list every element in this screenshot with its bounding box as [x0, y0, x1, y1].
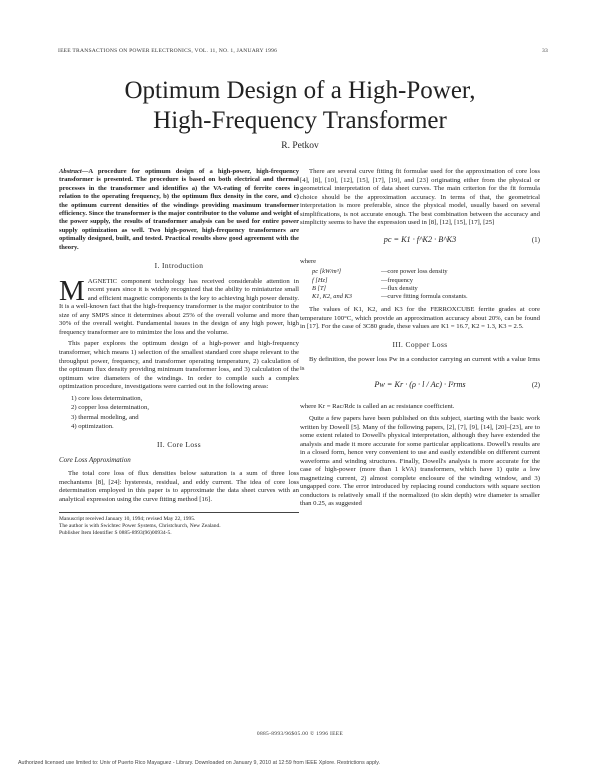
symbol: K1, K2, and K3 [312, 292, 352, 300]
equation-1 [300, 236, 540, 249]
abstract-text: A procedure for optimum design of a high-power, high-frequency transformer is presented. The procedure is based on both electrical and thermal processes in the transformer and identifies a) the VA-rating of ferrite cores in relation to the operating frequency, b) the optimum flux density in the core, and c) the optimum current densities of the windings providing maximum transformer efficiency. Since the transformer is the major contributor to the volume and weight of the power supply, the results of transformer analysis can be used for entire power supply optimization as well. Two high-power, high-frequency transformers are optimally designed, built, and tested. Practical results show good agreement with the theory. [59, 168, 299, 251]
abstract-label: Abstract— [59, 168, 89, 175]
running-head [58, 48, 548, 54]
symbol-description: —curve fitting formula constants. [381, 292, 468, 300]
issn-copyright-line: 0885-8993/96$05.00 © 1996 IEEE [256, 731, 344, 737]
subsection-heading-core-loss-approximation: Core Loss Approximation [59, 456, 131, 465]
footnote-received: Manuscript received January 10, 1994; revised May 22, 1995. [59, 516, 196, 523]
intro-paragraph-2: This paper explores the optimum design of a high-power and high-frequency transformer, which means 1) selection of the smallest standard core shape relevant to the throughput power, frequency, and transformer operating temperature, 2) calculation of the optimum flux density providing minimum transformer loss, and 3) calculation of the optimum wire diameters of the windings. In order to compile such a complex optimization procedure, investigations were carried out in the following areas: [59, 340, 299, 391]
table-row [312, 268, 473, 276]
symbol-definitions [312, 268, 473, 301]
running-head-journal: IEEE TRANSACTIONS ON POWER ELECTRONICS, VOL. 11, NO. 1, JANUARY 1996 [58, 48, 278, 54]
investigation-list [71, 395, 299, 432]
core-loss-paragraph-1: The total core loss of flux densities below saturation is a sum of three loss mechanisms [8], [24]: hysteresis, residual, and eddy current. The idea of core loss determination employed in this paper is to approximate the data sheet curves with an analytical expression using the curve fitting method [16]. [59, 470, 299, 503]
symbol-description: —frequency [381, 276, 413, 284]
drop-cap: M [59, 274, 85, 307]
left-column [59, 168, 299, 537]
equation-1-number: (1) [531, 235, 540, 244]
footnote [59, 512, 299, 537]
license-notice: Authorized licensed use limited to: Univ of Puerto Rico Mayaguez - Library. Downloaded on January 9, 2010 at 12:59 from IEEE Xplore. Restrictions apply. [18, 760, 380, 766]
equation-2-number: (2) [531, 381, 540, 390]
equation-2 [300, 381, 540, 394]
symbol-description: —flux density [381, 284, 418, 292]
paper-title [0, 76, 600, 136]
footnote-affiliation: The author is with Swichtec Power Systems, Christchurch, New Zealand. [59, 523, 221, 530]
title-line-1: Optimum Design of a High-Power, [124, 77, 476, 104]
curve-fit-paragraph: There are several curve fitting fit formulae used for the approximation of core loss [4], [8], [10], [12], [15], [17], [19], and [23] originating either from the physical or geometrical interpretation of data sheet curves. The main criterion for the fit formula choice should be the approximation accuracy. In terms of that, the geometrical interpretation is more preferable, since the physical model, usually based on several simplifications, is not accurate enough. The best combination between the accuracy and simplicity seems to have the expression used in [8], [12], [15], [17], [25] [300, 168, 540, 227]
list-item: 2) copper loss determination, [71, 404, 150, 412]
abstract [59, 168, 299, 252]
symbol-description: —core power loss density [381, 268, 448, 276]
copper-loss-paragraph-3: Quite a few papers have been published on this subject, starting with the basic work written by Dowell [5]. Many of the following papers, [2], [7], [9], [14], [20]–[23], are to some extent related to Dowell's physical interpretation, although they have extended the analysis and made it more accurate for some particular applications. Dowell's results are in a closed form, hence very convenient to use and easily extendible on different current waveforms and winding structures. Finally, Dowell's analysis is more accurate for the case of high-power (more than 1 kVA) transformers, which have 1) quite a low magnetizing current, 2) almost complete enclosure of the winding window, and 3) ungapped core. The error introduced by replacing round conductors with square section conductors is relatively small if the normalized (to skin depth) wire diameter is smaller than 0.25, as suggested [300, 415, 540, 508]
footnote-identifier: Publisher Item Identifier S 0885-8993(96)00934-5. [59, 530, 172, 537]
equation-2-body: Pw = Kr · (ρ · l / Ac) · I²rms [374, 380, 466, 390]
section-heading-introduction: I. Introduction [154, 261, 204, 271]
list-item: 3) thermal modeling, and [71, 413, 139, 421]
table-row [312, 277, 473, 285]
symbol: B [T] [312, 284, 327, 292]
author-name: R. Petkov [281, 141, 319, 151]
symbol: f [Hz] [312, 276, 328, 284]
list-item: 1) core loss determination, [71, 394, 143, 402]
copper-loss-paragraph-1: By definition, the power loss Pw in a conductor carrying an current with a value Irms is [300, 356, 540, 372]
equation-1-body: pc = K1 · f^K2 · B^K3 [383, 234, 457, 244]
list-item: 4) optimization. [71, 423, 114, 431]
section-heading-core-loss: II. Core Loss [157, 439, 201, 449]
symbol: pc [kW/m³] [312, 268, 342, 276]
right-column [300, 168, 540, 512]
table-row [312, 293, 473, 301]
title-line-2: High-Frequency Transformer [153, 107, 447, 134]
page-number: 33 [542, 48, 548, 54]
table-row [312, 285, 473, 293]
where-label: where [300, 257, 317, 265]
intro-paragraph-1 [59, 274, 299, 338]
copper-loss-paragraph-2: where Kr = Rac/Rdc is called an ac resistance coefficient. [300, 403, 455, 411]
constants-paragraph: The values of K1, K2, and K3 for the FERROXCUBE ferrite grades at core temperature 100°C, which provide an approximation accuracy about 20%, can be found in [17]. For the case of 3C80 grade, these values are K1 = 16.7, K2 = 1.3, K3 = 2.5. [300, 306, 540, 331]
intro-paragraph-1-text: AGNETIC component technology has received considerable attention in recent years since it is widely recognized that the ability to miniaturize small and efficient magnetic components is the key to achieving high power density. It is a well-known fact that the high-frequency transformer is the major contributor to the size of any SMPS since it determines about 25% of the overall volume and more than 30% of the overall weight. Fundamental issues in the design of any high power, high frequency transformer are to minimize the loss and the volume. [59, 277, 299, 336]
section-heading-copper-loss: III. Copper Loss [392, 339, 448, 349]
